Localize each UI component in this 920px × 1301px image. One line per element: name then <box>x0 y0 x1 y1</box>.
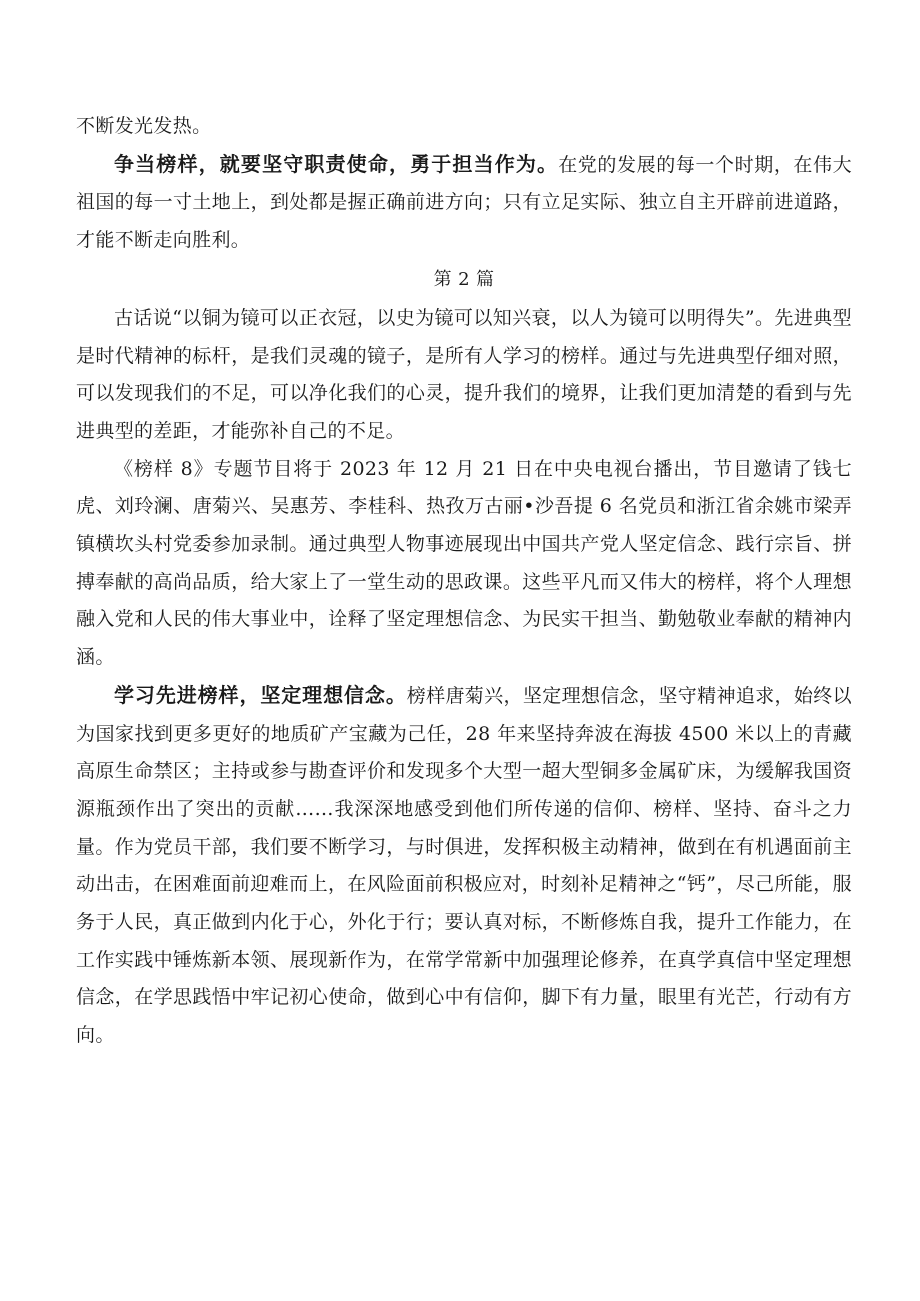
paragraph-body: 榜样唐菊兴，坚定理想信念，坚守精神追求，始终以为国家找到更多更好的地质矿产宝藏为己任，28 年来坚持奔波在海拔 4500 米以上的青藏高原生命禁区；主持或参与勘查评价和发现多个大型一超大型铜多金属矿床，为缓解我国资源瓶颈作出了突出的贡献……我深深地感受到他们所传递的信仰、榜样、坚持、奋斗之力量。作为党员干部，我们要不断学习，与时俱进，发挥积极主动精神，做到在有机遇面前主动出击，在困难面前迎难而上，在风险面前积极应对，时刻补足精神之“钙”，尽己所能，服务于人民，真正做到内化于心，外化于行；要认真对标，不断修炼自我，提升工作能力，在工作实践中锤炼新本领、展现新作为，在常学常新中加强理论修养，在真学真信中坚定理想信念，在学思践悟中牢记初心使命，做到心中有信仰，脚下有力量，眼里有光芒，行动有方向。 <box>76 684 852 1047</box>
paragraph-lead-sentence: 争当榜样，就要坚守职责使命，勇于担当作为。 <box>114 151 559 176</box>
paragraph-body: 在党的发展的每一个时期，在伟大祖国的每一寸土地上，到处都是握正确前进方向；只有立足实际、独立自主开辟前进道路，才能不断走向胜利。 <box>76 153 852 252</box>
section-title: 第 2 篇 <box>433 268 495 290</box>
document-page <box>76 108 852 1055</box>
paragraph-duty-mission <box>76 146 852 260</box>
paragraph-continuation: 不断发光发热。 <box>76 115 212 137</box>
paragraph-ancient-saying: 古话说“以铜为镜可以正衣冠，以史为镜可以知兴衰，以人为镜可以明得失”。先进典型是时代精神的标杆，是我们灵魂的镜子，是所有人学习的榜样。通过与先进典型仔细对照，可以发现我们的不足，可以净化我们的心灵，提升我们的境界，让我们更加清楚的看到与先进典型的差距，才能弥补自己的不足。 <box>76 306 852 442</box>
paragraph-learn-models <box>76 677 852 1055</box>
paragraph-program-intro: 《榜样 8》专题节目将于 2023 年 12 月 21 日在中央电视台播出，节目邀请了钱七虎、刘玲澜、唐菊兴、吴惠芳、李桂科、热孜万古丽•沙吾提 6 名党员和浙江省余姚市梁弄镇横坎头村党委参加录制。通过典型人物事迹展现出中国共产党人坚定信念、践行宗旨、拼搏奉献的高尚品质，给大家上了一堂生动的思政课。这些平凡而又伟大的榜样，将个人理想融入党和人民的伟大事业中，诠释了坚定理想信念、为民实干担当、勤勉敬业奉献的精神内涵。 <box>76 457 852 669</box>
paragraph-lead-sentence: 学习先进榜样，坚定理想信念。 <box>114 682 407 707</box>
